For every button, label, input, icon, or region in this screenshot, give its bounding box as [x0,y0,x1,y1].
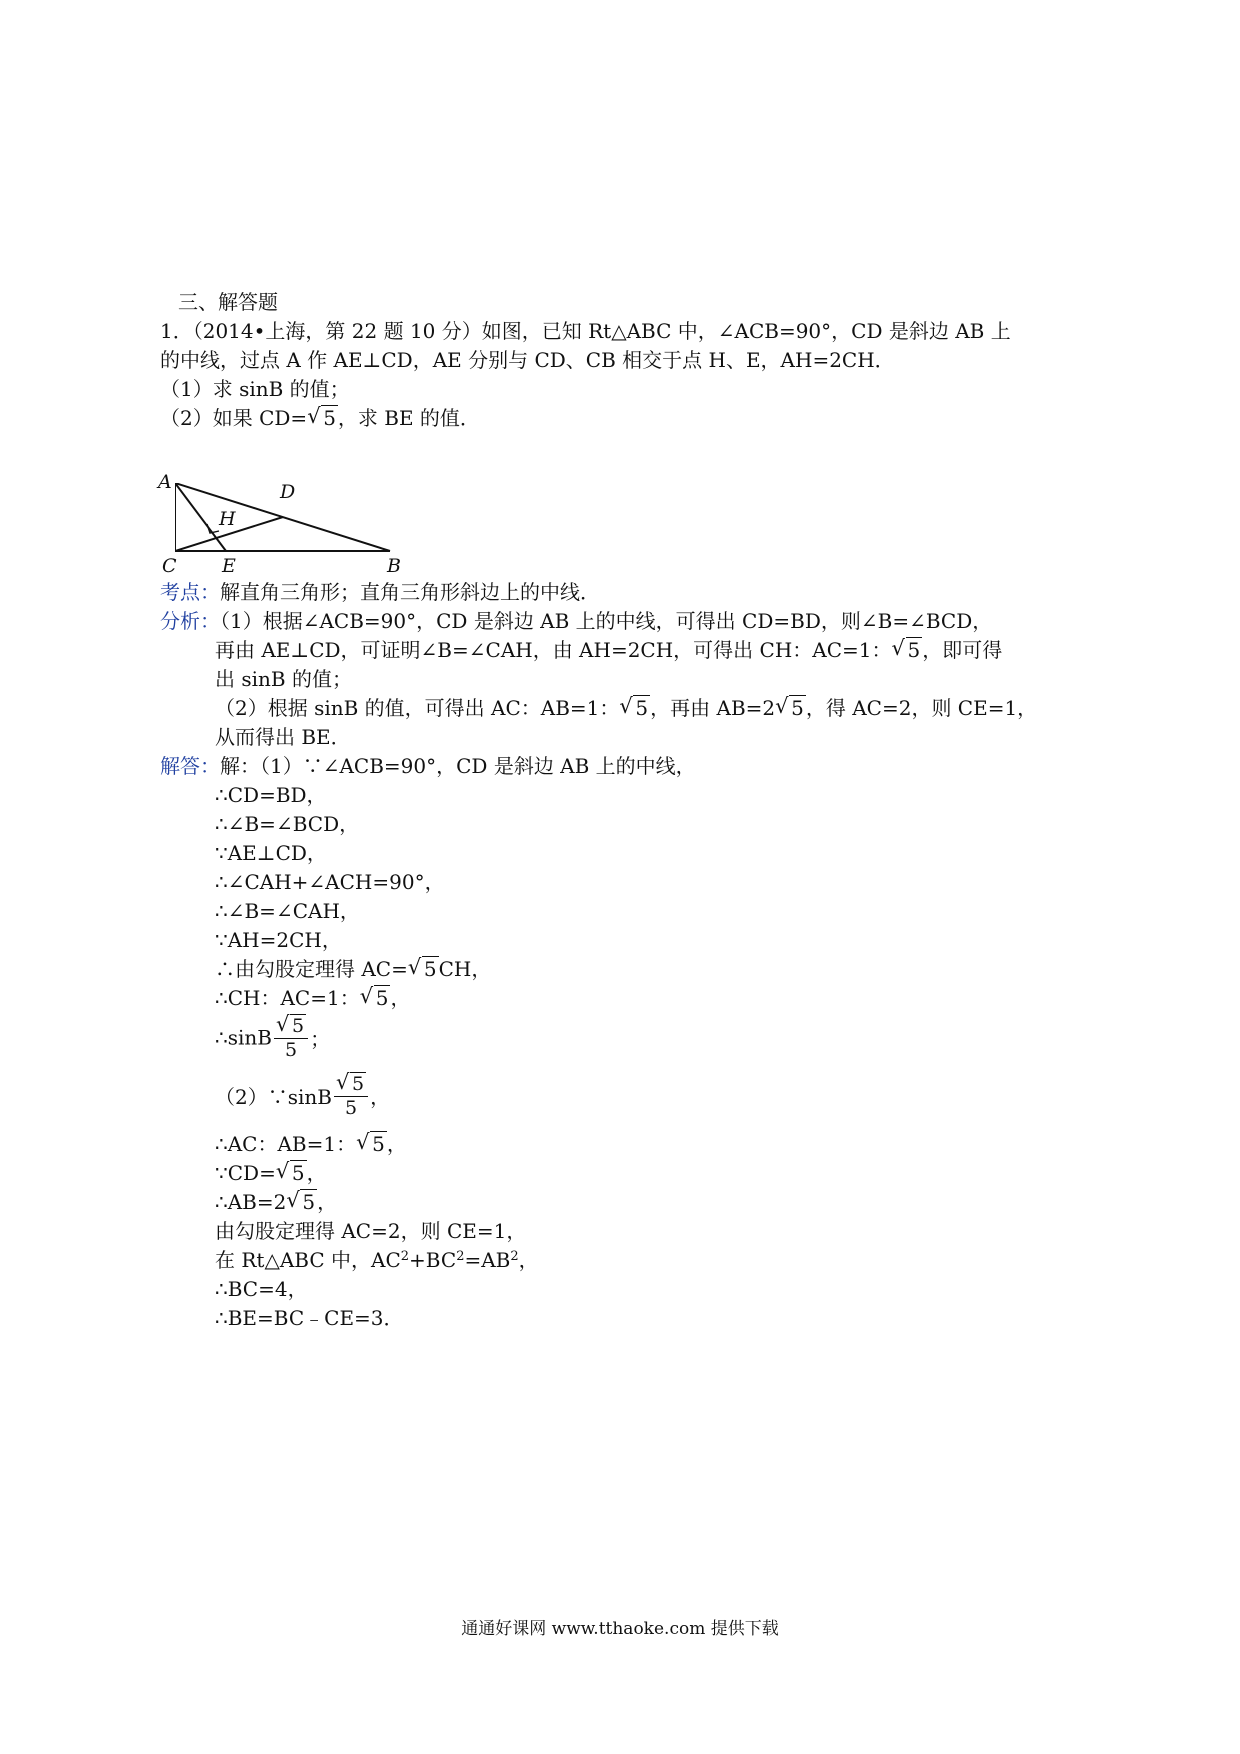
fenxi-line-2: 再由 AE⊥CD，可证明∠B=∠CAH，由 AH=2CH，可得出 CH：AC=1：√ 5 ，即可得 [215,637,1002,663]
section-heading: 三、解答题 [178,290,278,314]
jieda-step-17: ∴BC=4， [215,1277,308,1301]
fenxi-line-1: 分析：（1）根据∠ACB=90°，CD 是斜边 AB 上的中线，可得出 CD=BD，则∠B=∠BCD， [160,609,993,633]
jieda-step-5: ∴∠CAH+∠ACH=90°， [215,870,445,894]
jieda-step-11: （2）∵sinB √ $\frac{5}{5}$ ， [215,1072,390,1119]
jieda-step-9: ∴CH：AC=1：√ 5 ， [215,985,410,1011]
jieda-step-6: ∴∠B=∠CAH， [215,899,360,923]
label-h: H [219,508,236,530]
jieda-step-13: ∵CD=√ 5 ， [215,1160,327,1186]
jieda-step-10: ∴sinB √ $\frac{5}{5}$ ； [215,1014,330,1061]
problem-statement-line-1: 1．（2014•上海，第 22 题 10 分）如图，已知 Rt△ABC 中，∠ACB=90°，CD 是斜边 AB 上 [160,319,1011,343]
fenxi-line-3: 出 sinB 的值； [215,667,352,691]
question-1: （1）求 sinB 的值； [160,377,350,401]
segment-ae [175,483,226,551]
jieda-step-14: ∴AB=2√ 5 ， [215,1189,337,1215]
jieda-step-8: ∴由勾股定理得 AC=√ 5 CH， [215,956,491,982]
label-a: A [158,471,172,493]
jieda-label: 解答： [160,754,220,778]
jieda-step-12: ∴AC：AB=1：√ 5 ， [215,1131,407,1157]
question-2: （2）如果 CD=√ 5 ，求 BE 的值． [160,405,480,431]
right-angle-mark [207,524,219,533]
fenxi-line-4: （2）根据 sinB 的值，可得出 AC：AB=1：√ 5 ，再由 AB=2√ 5 ，得 AC=2，则 CE=1， [215,695,1037,721]
jieda-step-4: ∵AE⊥CD， [215,841,327,865]
jieda-step-2: ∴CD=BD， [215,783,327,807]
jieda-line-1: 解答：解：（1）∵∠ACB=90°，CD 是斜边 AB 上的中线， [160,754,696,778]
sqrt-expression: √ 5 [308,405,338,431]
fraction-sqrt5-over-5: √ $\frac{5}{5}$ [334,1072,368,1119]
fenxi-line-5: 从而得出 BE． [215,725,351,749]
jieda-step-7: ∵AH=2CH， [215,928,342,952]
jieda-step-3: ∴∠B=∠BCD， [215,812,360,836]
fenxi-label: 分析： [160,609,220,633]
kaodian-label: 考点： [160,580,220,604]
label-d: D [280,481,296,503]
fraction-sqrt5-over-5: √ $\frac{5}{5}$ [274,1014,308,1061]
label-b: B [387,555,401,577]
jieda-step-18: ∴BE=BC﹣CE=3． [215,1306,404,1330]
problem-statement-line-2: 的中线，过点 A 作 AE⊥CD，AE 分别与 CD、CB 相交于点 H、E，AH=2CH． [160,348,895,372]
label-e: E [222,555,236,577]
footer-source: 通通好课网 www.tthaoke.com 提供下载 [461,1619,779,1639]
jieda-step-16: 在 Rt△ABC 中，$AC^2+BC^2=AB^2$， [215,1248,539,1272]
jieda-step-15: 由勾股定理得 AC=2，则 CE=1， [215,1219,527,1243]
kaodian-line: 考点：解直角三角形；直角三角形斜边上的中线． [160,580,600,604]
label-c: C [162,555,177,577]
segment-cd [175,517,283,551]
